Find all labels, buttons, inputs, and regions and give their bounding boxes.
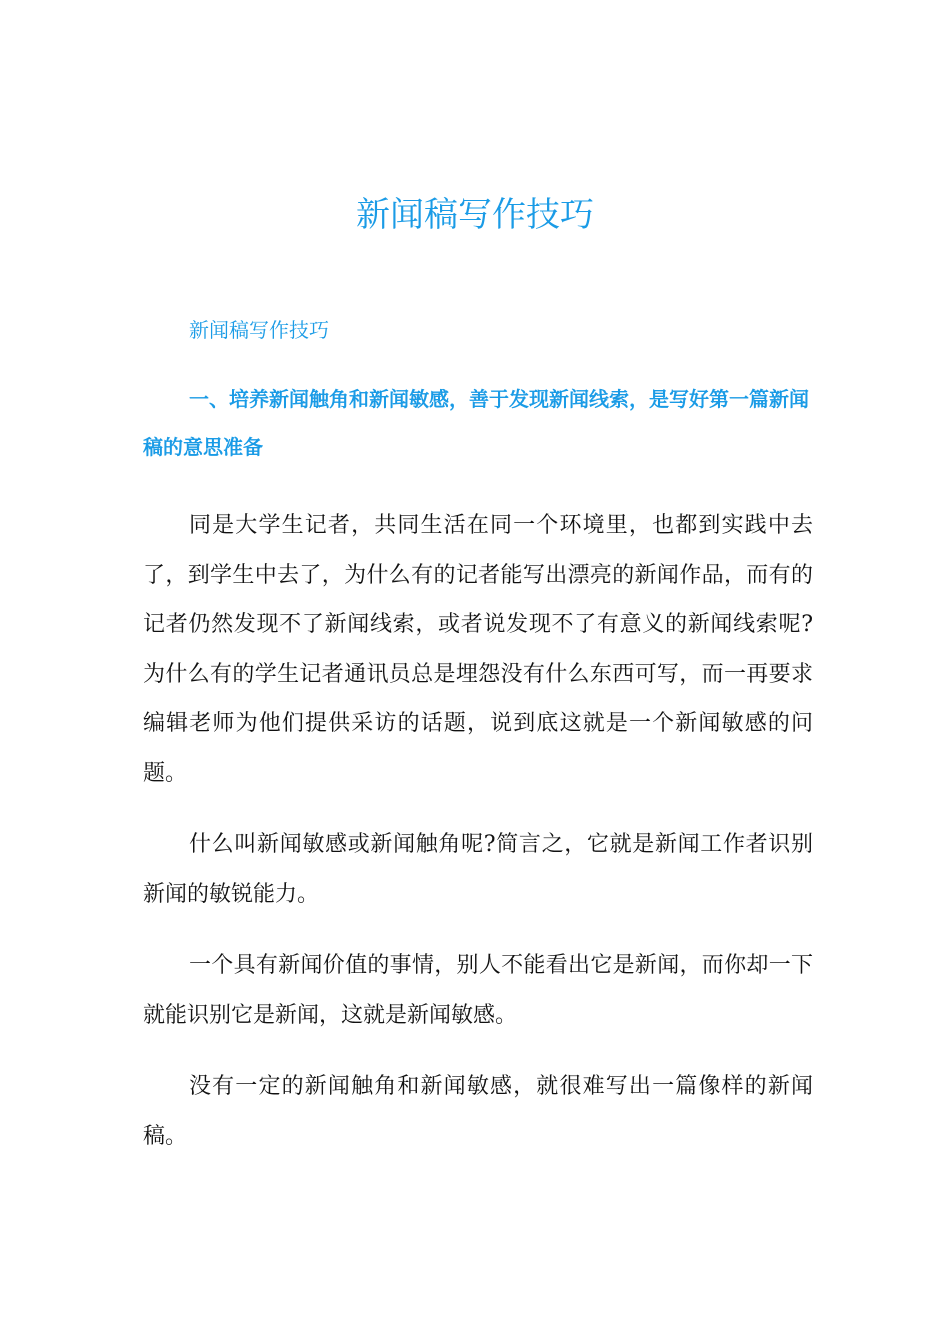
document-title: 新闻稿写作技巧 (356, 195, 594, 235)
document-body (143, 306, 813, 1161)
subtitle-heading: 新闻稿写作技巧 (189, 318, 329, 342)
body-paragraph-3: 一个具有新闻价值的事情，别人不能看出它是新闻，而你却一下就能识别它是新闻，这就是新闻敏感。 (143, 953, 813, 1028)
body-paragraph-2: 什么叫新闻敏感或新闻触角呢?简言之，它就是新闻工作者识别新闻的敏锐能力。 (143, 832, 813, 907)
section-heading: 一、培养新闻触角和新闻敏感，善于发现新闻线索，是写好第一篇新闻稿的意思准备 (143, 387, 809, 459)
body-paragraph-4: 没有一定的新闻触角和新闻敏感，就很难写出一篇像样的新闻稿。 (143, 1074, 813, 1149)
body-paragraph-1: 同是大学生记者，共同生活在同一个环境里，也都到实践中去了，到学生中去了，为什么有的记者能写出漂亮的新闻作品，而有的记者仍然发现不了新闻线索，或者说发现不了有意义的新闻线索呢?为什么有的学生记者通讯员总是埋怨没有什么东西可写，而一再要求编辑老师为他们提供采访的话题，说到底这就是一个新闻敏感的问题。 (143, 513, 813, 786)
